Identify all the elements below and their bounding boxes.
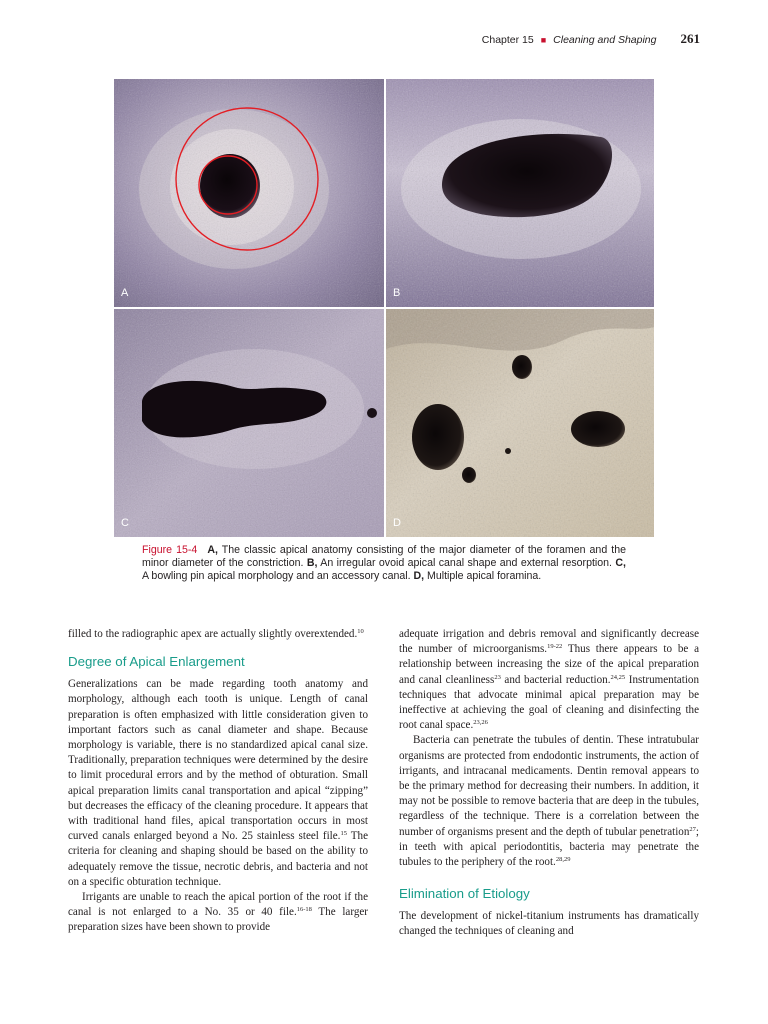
body-text: Thus there appears to be a relationship between increasing the size of the apical preparation and canal cleanliness <box>399 643 699 686</box>
right-column <box>399 627 699 940</box>
section-title: Cleaning and Shaping <box>553 34 657 46</box>
figure-caption <box>142 544 626 584</box>
figure-panel-d <box>386 309 654 537</box>
header-bullet-icon: ■ <box>540 35 547 45</box>
caption-key-c: C, <box>615 557 626 570</box>
citation-reference: 24,25 <box>610 673 626 681</box>
caption-key-a: A, <box>207 544 218 556</box>
figure-panel-a <box>114 79 384 307</box>
figure-15-4 <box>114 79 654 537</box>
sem-image-b <box>386 79 654 307</box>
body-text: Bacteria can penetrate the tubules of dentin. These intratubular organisms are protected from endodontic instruments, the action of irrigants, and intracanal medicaments. Dentin removal appears to be the primary method for decreasing their numbers. In addition, it may not be possible to remove bacteria that are deep in the tubules, regardless of the technique. There is a correlation between the number of organisms present and the depth of tubular penetration <box>399 734 699 838</box>
body-text: Irrigants are unable to reach the apical portion of the root if the canal is not enlarged to a No. 35 or 40 file. <box>68 891 368 919</box>
heading-elimination-of-etiology: Elimination of Etiology <box>399 886 530 902</box>
citation-reference: 19-22 <box>547 643 563 651</box>
sem-image-c <box>114 309 384 537</box>
body-text: The criteria for cleaning and shaping should be based on the ability to adequately remove the tissue, necrotic debris, and bacteria and not on a specific obturation technique. <box>68 830 368 888</box>
panel-label-a: A <box>121 287 129 299</box>
paragraph-irrigation <box>399 627 699 733</box>
caption-key-d: D, <box>413 570 425 583</box>
paragraph-bacteria <box>399 733 699 870</box>
paragraph-nickel-titanium <box>399 909 699 939</box>
caption-key-b: B, <box>306 557 318 570</box>
intro-paragraph <box>68 627 368 642</box>
caption-text-d: Multiple apical foramina. <box>424 570 542 583</box>
citation-reference: 23,26 <box>473 719 488 727</box>
figure-label: Figure 15-4 <box>142 544 198 556</box>
left-column <box>68 627 368 936</box>
panel-label-c: C <box>121 517 129 529</box>
body-text: Instrumentation techniques that advocate minimal apical preparation may be ineffective at achieving the goal of cleaning and disinfecting the root canal space. <box>399 673 699 732</box>
body-text: The development of nickel-titanium instruments has dramatically changed the techniques of cleaning and <box>399 910 699 938</box>
caption-text-c: A bowling pin apical morphology and an accessory canal. <box>142 570 414 583</box>
citation-reference: 16-18 <box>296 906 312 914</box>
figure-panel-c <box>114 309 384 537</box>
paragraph-irrigants <box>68 890 368 936</box>
citation-reference: 15 <box>340 830 347 838</box>
chapter-label: Chapter 15 <box>481 34 534 46</box>
caption-text-b: An irregular ovoid apical canal shape and external resorption. <box>317 557 616 570</box>
citation-reference: 28,29 <box>555 856 571 864</box>
intro-text: filled to the radiographic apex are actually slightly overextended. <box>68 628 358 640</box>
panel-label-b: B <box>393 287 401 299</box>
running-header <box>400 31 700 51</box>
figure-panel-b <box>386 79 654 307</box>
body-text: The larger preparation sizes have been shown to provide <box>68 906 368 934</box>
body-text: adequate irrigation and debris removal and significantly decrease the number of microorganisms. <box>399 628 699 656</box>
citation-reference: 23 <box>494 673 501 681</box>
intro-reference: 10 <box>357 628 364 635</box>
paragraph-generalizations <box>68 677 368 890</box>
body-text: Generalizations can be made regarding tooth anatomy and morphology, although each tooth is unique. Length of canal preparation is often emphasized with little consideration given to important factors such as canal diameter and shape. Because morphology is variable, there is no standardized apical canal size. Traditionally, preparation techniques were determined by the desire to limit procedural errors and by the method of obturation. Small apical preparation limits canal transportation and apical “zipping” but decreases the efficacy of the cleaning procedure. It appears that with traditional hand files, apical transportation occurs in most curved canals enlarged beyond a No. 25 stainless steel file. <box>68 678 368 843</box>
caption-text-a: The classic apical anatomy consisting of the major diameter of the foramen and the minor diameter of the constriction. <box>142 544 626 570</box>
heading-apical-enlargement: Degree of Apical Enlargement <box>68 654 245 670</box>
body-text: ; in teeth with apical periodontitis, bacteria may penetrate the tubules to the periphery of the root. <box>399 825 699 869</box>
page-number: 261 <box>680 31 700 46</box>
body-text: and bacterial reduction. <box>500 673 611 686</box>
panel-label-d: D <box>393 517 401 529</box>
sem-image-a <box>114 79 384 307</box>
citation-reference: 27 <box>689 825 696 833</box>
sem-image-d <box>386 309 654 537</box>
